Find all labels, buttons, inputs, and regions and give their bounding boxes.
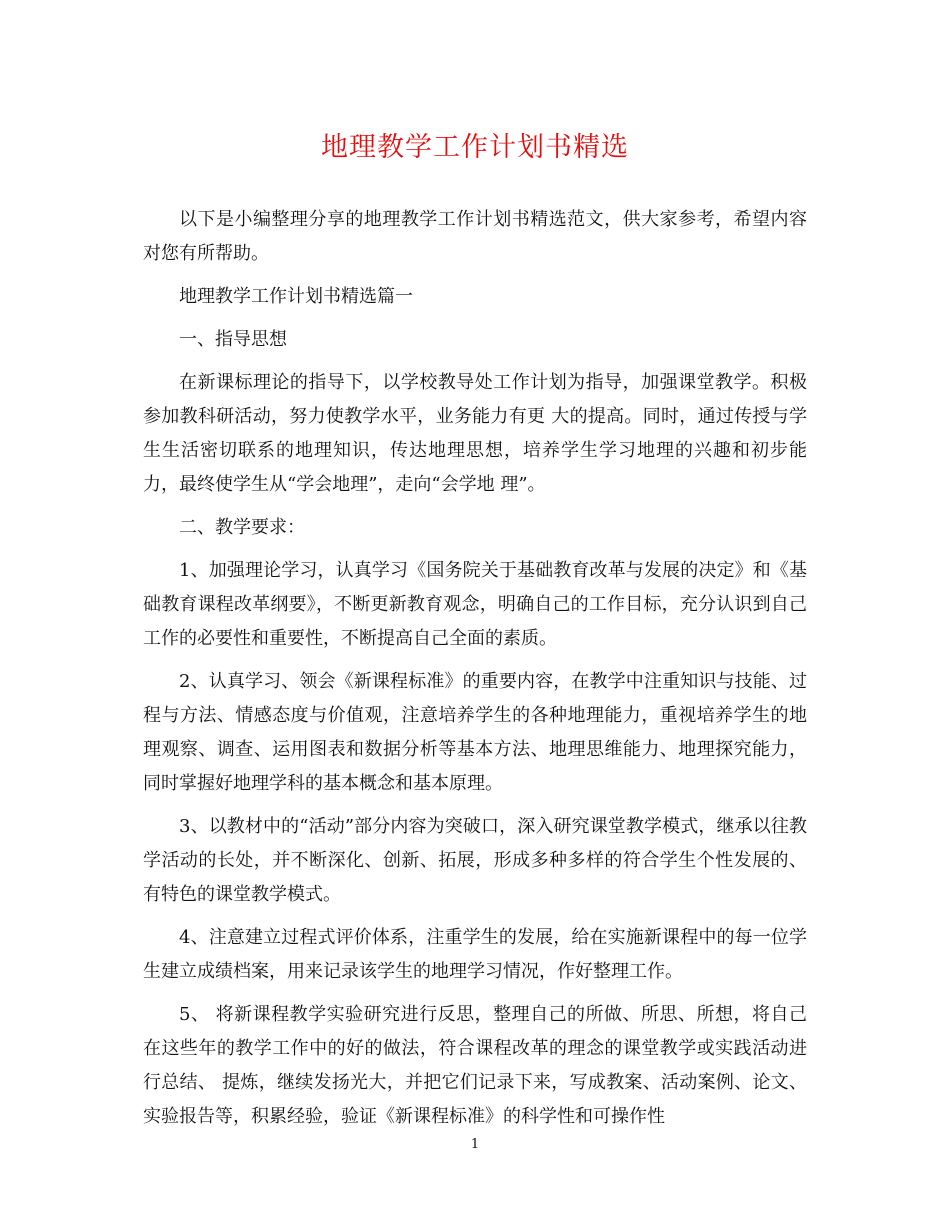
requirement-item-4: 4、注意建立过程式评价体系，注重学生的发展，给在实施新课程中的每一位学生建立成绩档案，用来记录该学生的地理学习情况，作好整理工作。 — [143, 927, 807, 982]
paragraph-guiding-thought: 在新课标理论的指导下，以学校教导处工作计划为指导，加强课堂教学。积极参加教科研活动，努力使教学水平，业务能力有更 大的提高。同时，通过传授与学生生活密切联系的地理知识，传达地理思想，培养学生学习地理的兴趣和初步能力，最终使学生从“学会地理”，走向“会学地 理”。 — [143, 372, 807, 495]
document-body — [143, 203, 807, 1143]
page-number: 1 — [470, 1137, 480, 1152]
requirement-item-2: 2、认真学习、领会《新课程标准》的重要内容，在教学中注重知识与技能、过程与方法、情感态度与价值观，注意培养学生的各种地理能力，重视培养学生的地理观察、调查、运用图表和数据分析等基本方法、地理思维能力、地理探究能力，同时掌握好地理学科的基本概念和基本原理。 — [143, 671, 807, 794]
intro-paragraph: 以下是小编整理分享的地理教学工作计划书精选范文，供大家参考，希望内容对您有所帮助。 — [143, 209, 807, 264]
section-heading: 地理教学工作计划书精选篇一 — [179, 286, 413, 307]
requirement-item-5: 5、 将新课程教学实验研究进行反思，整理自己的所做、所思、所想，将自己在这些年的教学工作中的好的做法，符合课程改革的理念的课堂教学或实践活动进行总结、 提炼，继续发扬光大，并把它们记录下来，写成教案、活动案例、论文、实验报告等，积累经验，验证《新课程标准》的科学性和可操作性 — [143, 1004, 807, 1127]
document-title: 地理教学工作计划书精选 — [321, 132, 629, 163]
requirement-item-3: 3、以教材中的“活动”部分内容为突破口，深入研究课堂教学模式，继承以往教学活动的长处，并不断深化、创新、拓展，形成多种多样的符合学生个性发展的、有特色的课堂教学模式。 — [143, 816, 807, 905]
subheading-teaching-requirements: 二、教学要求： — [179, 517, 305, 538]
subheading-guiding-thought: 一、指导思想 — [179, 329, 287, 350]
requirement-item-1: 1、加强理论学习，认真学习《国务院关于基础教育改革与发展的决定》和《基础教育课程改革纲要》，不断更新教育观念，明确自己的工作目标，充分认识到自己工作的必要性和重要性，不断提高自己全面的素质。 — [143, 560, 807, 649]
